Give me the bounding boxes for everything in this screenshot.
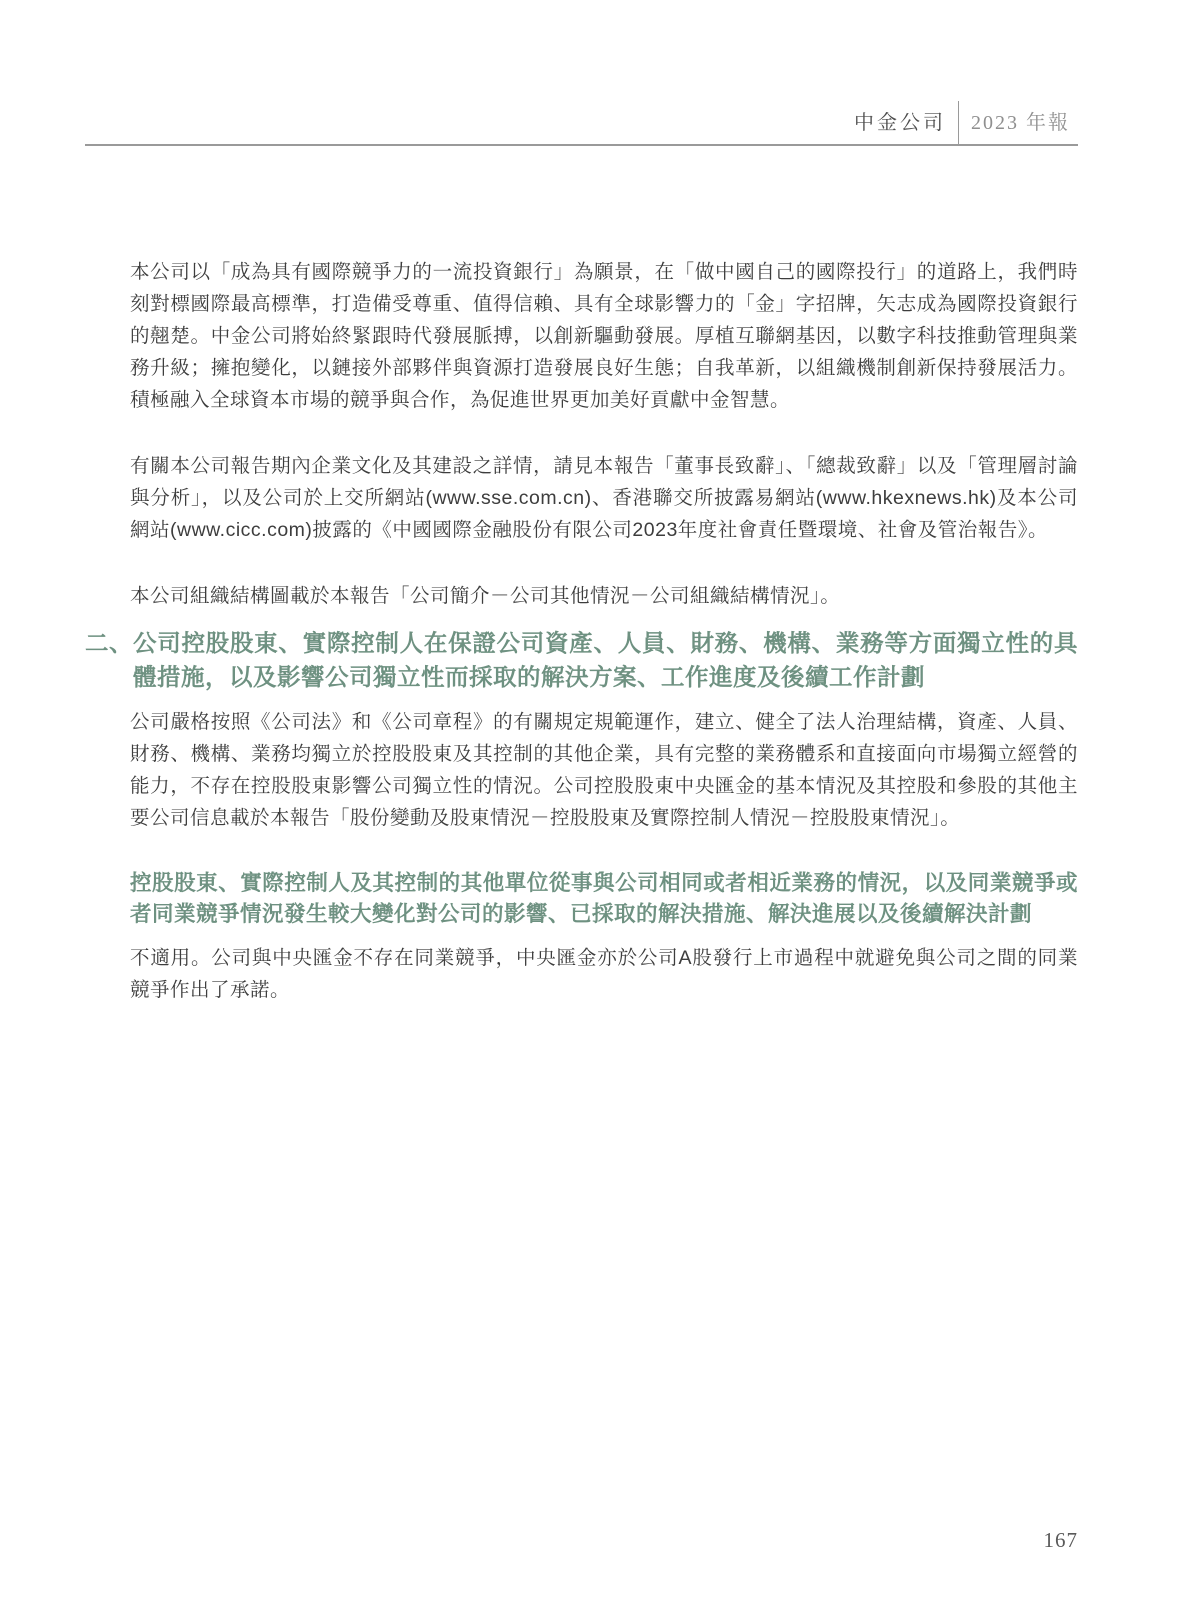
company-name: 中金公司 — [854, 112, 946, 134]
subsection-heading-competition: 控股股東、實際控制人及其控制的其他單位從事與公司相同或者相近業務的情況，以及同業競爭或者同業競爭情況發生較大變化對公司的影響、已採取的解決措施、解決進展以及後續解決計劃 — [130, 871, 1078, 926]
page-content — [85, 256, 1078, 1006]
intro-paragraph-culture: 有關本公司報告期內企業文化及其建設之詳情，請見本報告「董事長致辭」、「總裁致辭」以及「管理層討論與分析」，以及公司於上交所網站(www.sse.com.cn)、香港聯交所披露易網站(www.hkexnews.hk)及本公司網站(www.cicc.com)披露的《中國國際金融股份有限公司2023年度社會責任暨環境、社會及管治報告》。 — [130, 455, 1078, 541]
section-number: 二、 — [85, 630, 133, 656]
page-header — [85, 101, 1078, 146]
section-title: 公司控股股東、實際控制人在保證公司資產、人員、財務、機構、業務等方面獨立性的具體措施，以及影響公司獨立性而採取的解決方案、工作進度及後續工作計劃 — [133, 630, 1078, 690]
intro-paragraph-vision: 本公司以「成為具有國際競爭力的一流投資銀行」為願景，在「做中國自己的國際投行」的道路上，我們時刻對標國際最高標準，打造備受尊重、值得信賴、具有全球影響力的「金」字招牌，矢志成為國際投資銀行的翹楚。中金公司將始終緊跟時代發展脈搏，以創新驅動發展。厚植互聯網基因，以數字科技推動管理與業務升級；擁抱變化，以鏈接外部夥伴與資源打造發展良好生態；自我革新，以組織機制創新保持發展活力。積極融入全球資本市場的競爭與合作，為促進世界更加美好貢獻中金智慧。 — [130, 261, 1078, 411]
section-heading-independence — [85, 626, 1078, 694]
subsection-paragraph-competition: 不適用。公司與中央匯金不存在同業競爭，中央匯金亦於公司A股發行上市過程中就避免與公司之間的同業競爭作出了承諾。 — [130, 947, 1078, 1001]
intro-paragraph-structure: 本公司組織結構圖載於本報告「公司簡介－公司其他情況－公司組織結構情況」。 — [130, 585, 841, 607]
report-edition: 2023 年報 — [971, 112, 1070, 134]
page-number: 167 — [1043, 1528, 1078, 1552]
section-paragraph-independence: 公司嚴格按照《公司法》和《公司章程》的有關規定規範運作，建立、健全了法人治理結構，資產、人員、財務、機構、業務均獨立於控股股東及其控制的其他企業，具有完整的業務體系和直接面向市場獨立經營的能力，不存在控股股東影響公司獨立性的情況。公司控股股東中央匯金的基本情況及其控股和參股的其他主要公司信息載於本報告「股份變動及股東情況－控股股東及實際控制人情況－控股股東情況」。 — [130, 711, 1078, 829]
